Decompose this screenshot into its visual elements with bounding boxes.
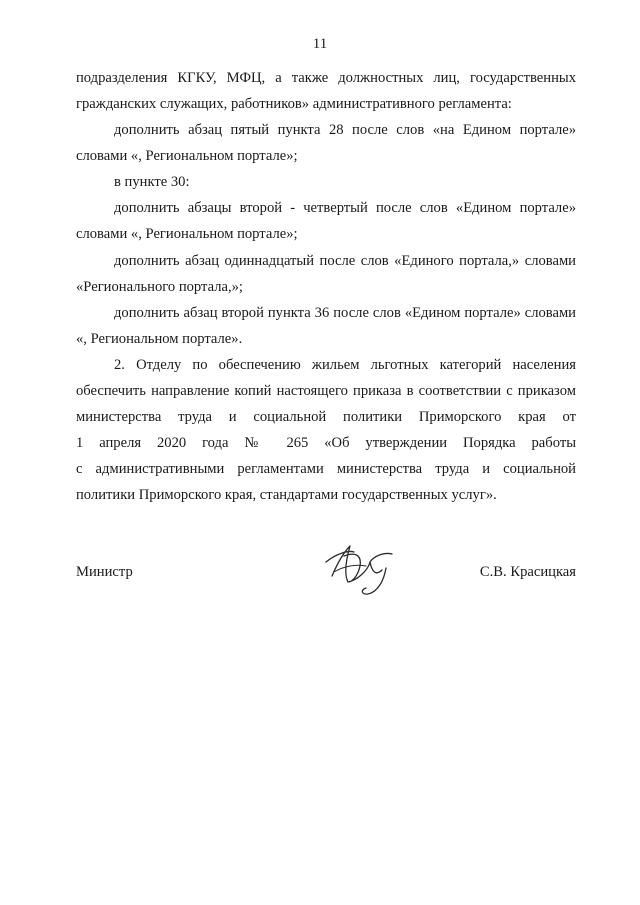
text-line-8: дополнить абзац одиннадцатый после слов «Единого портала,» словами — [114, 253, 576, 269]
text-line-4: словами «, Региональном портале»; — [76, 148, 298, 164]
page-number: 11 — [312, 36, 328, 52]
text-line-3: дополнить абзац пятый пункта 28 после слов «на Едином портале» — [114, 122, 576, 138]
minister-title: Министр — [76, 564, 133, 580]
text-line-2: гражданских служащих, работников» административного регламента: — [76, 96, 512, 112]
text-line-16: с административными регламентами министерства труда и социальной — [76, 461, 576, 477]
text-line-5: в пункте 30: — [114, 174, 190, 190]
text-line-9: «Регионального портала,»; — [76, 279, 243, 295]
text-line-10: дополнить абзац второй пункта 36 после слов «Едином портале» словами — [114, 305, 576, 321]
text-line-6: дополнить абзацы второй - четвертый после слов «Едином портале» — [114, 200, 576, 216]
text-line-13: обеспечить направление копий настоящего приказа в соответствии с приказом — [76, 383, 576, 399]
handwritten-signature — [314, 532, 414, 602]
signer-name: С.В. Красицкая — [479, 564, 576, 580]
text-line-15: 1 апреля 2020 года № 265 «Об утверждении Порядка работы — [76, 435, 576, 451]
text-line-14: министерства труда и социальной политики Приморского края от — [76, 409, 576, 425]
text-line-1: подразделения КГКУ, МФЦ, а также должностных лиц, государственных — [76, 70, 576, 86]
text-line-17: политики Приморского края, стандартами государственных услуг». — [76, 487, 497, 503]
text-line-7: словами «, Региональном портале»; — [76, 226, 298, 242]
text-line-12: 2. Отделу по обеспечению жильем льготных категорий населения — [114, 357, 576, 373]
text-line-11: «, Региональном портале». — [76, 331, 243, 347]
